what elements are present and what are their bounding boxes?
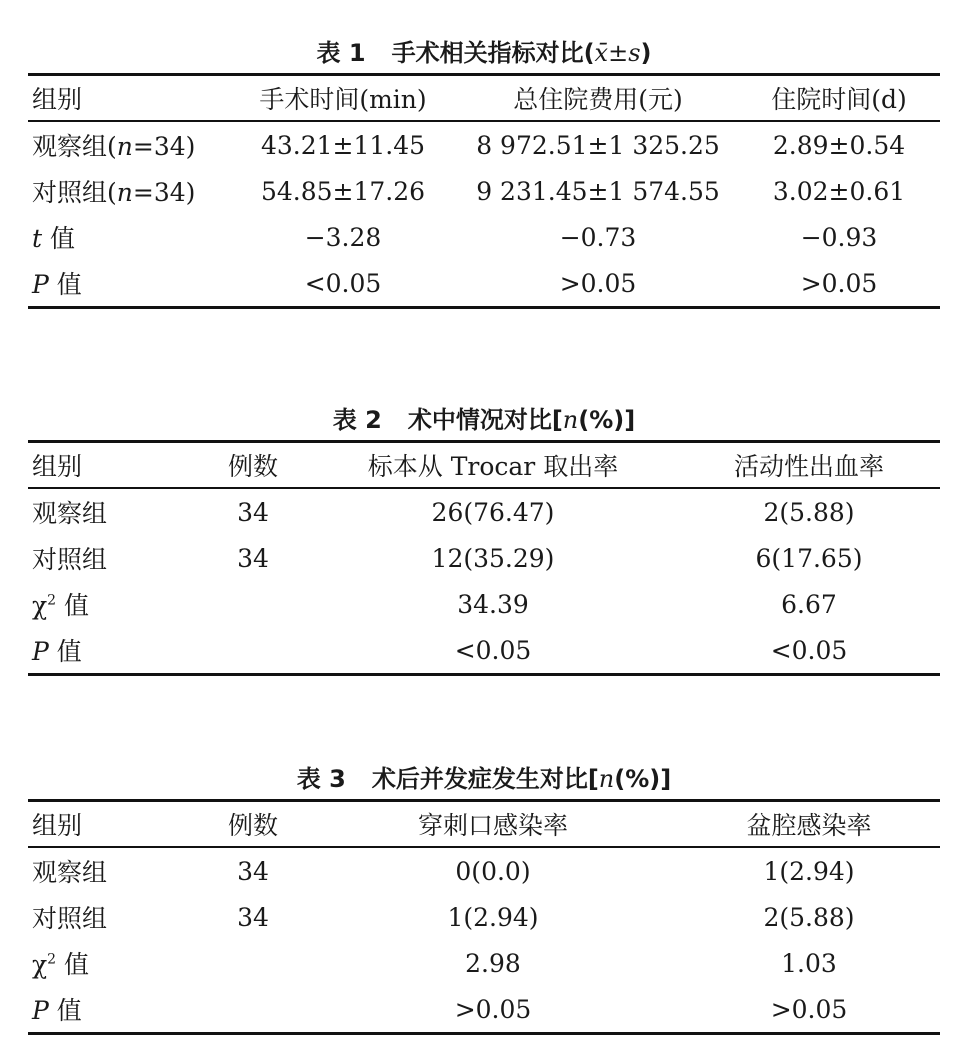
value-cell: 2(5.88) (763, 902, 855, 932)
stat-label-cell: $\chi^2$ 值 (32, 591, 90, 620)
header-cell: 手术时间(min) (228, 75, 458, 122)
value-cell: 1.03 (781, 948, 837, 978)
header-cell: 总住院费用(元) (458, 75, 738, 122)
value-cell: 34.39 (457, 589, 529, 619)
count-cell: 34 (237, 902, 269, 932)
value-cell: >0.05 (308, 986, 678, 1034)
table-2-caption: 表 2 术中情况对比[n(%)] (332, 406, 636, 434)
value-cell: <0.05 (678, 627, 940, 675)
count-cell (198, 940, 308, 986)
stat-label-cell: $\chi^2$ 值 (32, 950, 90, 979)
table-row (28, 940, 940, 986)
value-cell: 26(76.47) (431, 497, 555, 527)
value-cell: >0.05 (678, 986, 940, 1034)
value-cell: <0.05 (228, 260, 458, 308)
table-header-row (28, 801, 940, 848)
value-cell: 9 231.45±1 574.55 (476, 176, 720, 206)
table-row (28, 847, 940, 894)
value-cell: 1(2.94) (447, 902, 539, 932)
value-cell: 0(0.0) (455, 856, 531, 886)
value-cell: 54.85±17.26 (260, 176, 426, 206)
table-3 (28, 759, 940, 1035)
header-cell: 活动性出血率 (678, 442, 940, 489)
table-row (28, 581, 940, 627)
value-cell: 2.98 (465, 948, 521, 978)
table-header-row (28, 442, 940, 489)
header-cell: 穿刺口感染率 (308, 801, 678, 848)
table-row (28, 488, 940, 535)
table-row (28, 535, 940, 581)
header-cell: 标本从 Trocar 取出率 (308, 442, 678, 489)
count-cell (198, 986, 308, 1034)
count-cell: 34 (237, 543, 269, 573)
header-cell: 例数 (198, 442, 308, 489)
group-cell: 对照组 (32, 904, 108, 933)
value-cell: 3.02±0.61 (772, 176, 906, 206)
value-cell: 8 972.51±1 325.25 (476, 130, 720, 160)
table-3-caption: 表 3 术后并发症发生对比[n(%)] (296, 765, 672, 793)
group-cell: 对照组(n=34) (32, 178, 196, 207)
table-row (28, 260, 940, 308)
group-cell: 对照组 (32, 545, 108, 574)
value-cell: 6.67 (781, 589, 837, 619)
value-cell: −0.73 (559, 222, 637, 252)
group-cell: 观察组(n=34) (32, 132, 196, 161)
table-2 (28, 400, 940, 676)
value-cell: −0.93 (800, 222, 878, 252)
table-row (28, 894, 940, 940)
count-cell: 34 (237, 497, 269, 527)
header-cell: 盆腔感染率 (678, 801, 940, 848)
header-cell: 住院时间(d) (738, 75, 940, 122)
count-cell (198, 627, 308, 675)
value-cell: 2.89±0.54 (772, 130, 906, 160)
count-cell: 34 (237, 856, 269, 886)
header-cell: 组别 (28, 442, 198, 489)
table-row (28, 627, 940, 675)
value-cell: 12(35.29) (431, 543, 555, 573)
table-row (28, 214, 940, 260)
group-cell: 观察组 (32, 499, 108, 528)
header-cell: 例数 (198, 801, 308, 848)
value-cell: 43.21±11.45 (260, 130, 426, 160)
count-cell (198, 581, 308, 627)
value-cell: >0.05 (738, 260, 940, 308)
stat-label-cell: P 值 (28, 627, 198, 675)
value-cell: −3.28 (304, 222, 382, 252)
table-2-grid (28, 440, 940, 676)
table-row (28, 986, 940, 1034)
table-row (28, 121, 940, 168)
stat-label-cell: t 值 (32, 224, 75, 253)
stat-label-cell: P 值 (28, 260, 228, 308)
group-cell: 观察组 (32, 858, 108, 887)
value-cell: >0.05 (458, 260, 738, 308)
header-cell: 组别 (28, 801, 198, 848)
table-1-caption: 表 1 手术相关指标对比(x̄±s) (316, 39, 652, 67)
stat-label-cell: P 值 (28, 986, 198, 1034)
table-1-grid (28, 73, 940, 309)
value-cell: <0.05 (308, 627, 678, 675)
header-cell: 组别 (28, 75, 228, 122)
value-cell: 2(5.88) (763, 497, 855, 527)
value-cell: 6(17.65) (755, 543, 863, 573)
value-cell: 1(2.94) (763, 856, 855, 886)
table-header-row (28, 75, 940, 122)
table-row (28, 168, 940, 214)
table-3-grid (28, 799, 940, 1035)
table-1 (28, 33, 940, 309)
